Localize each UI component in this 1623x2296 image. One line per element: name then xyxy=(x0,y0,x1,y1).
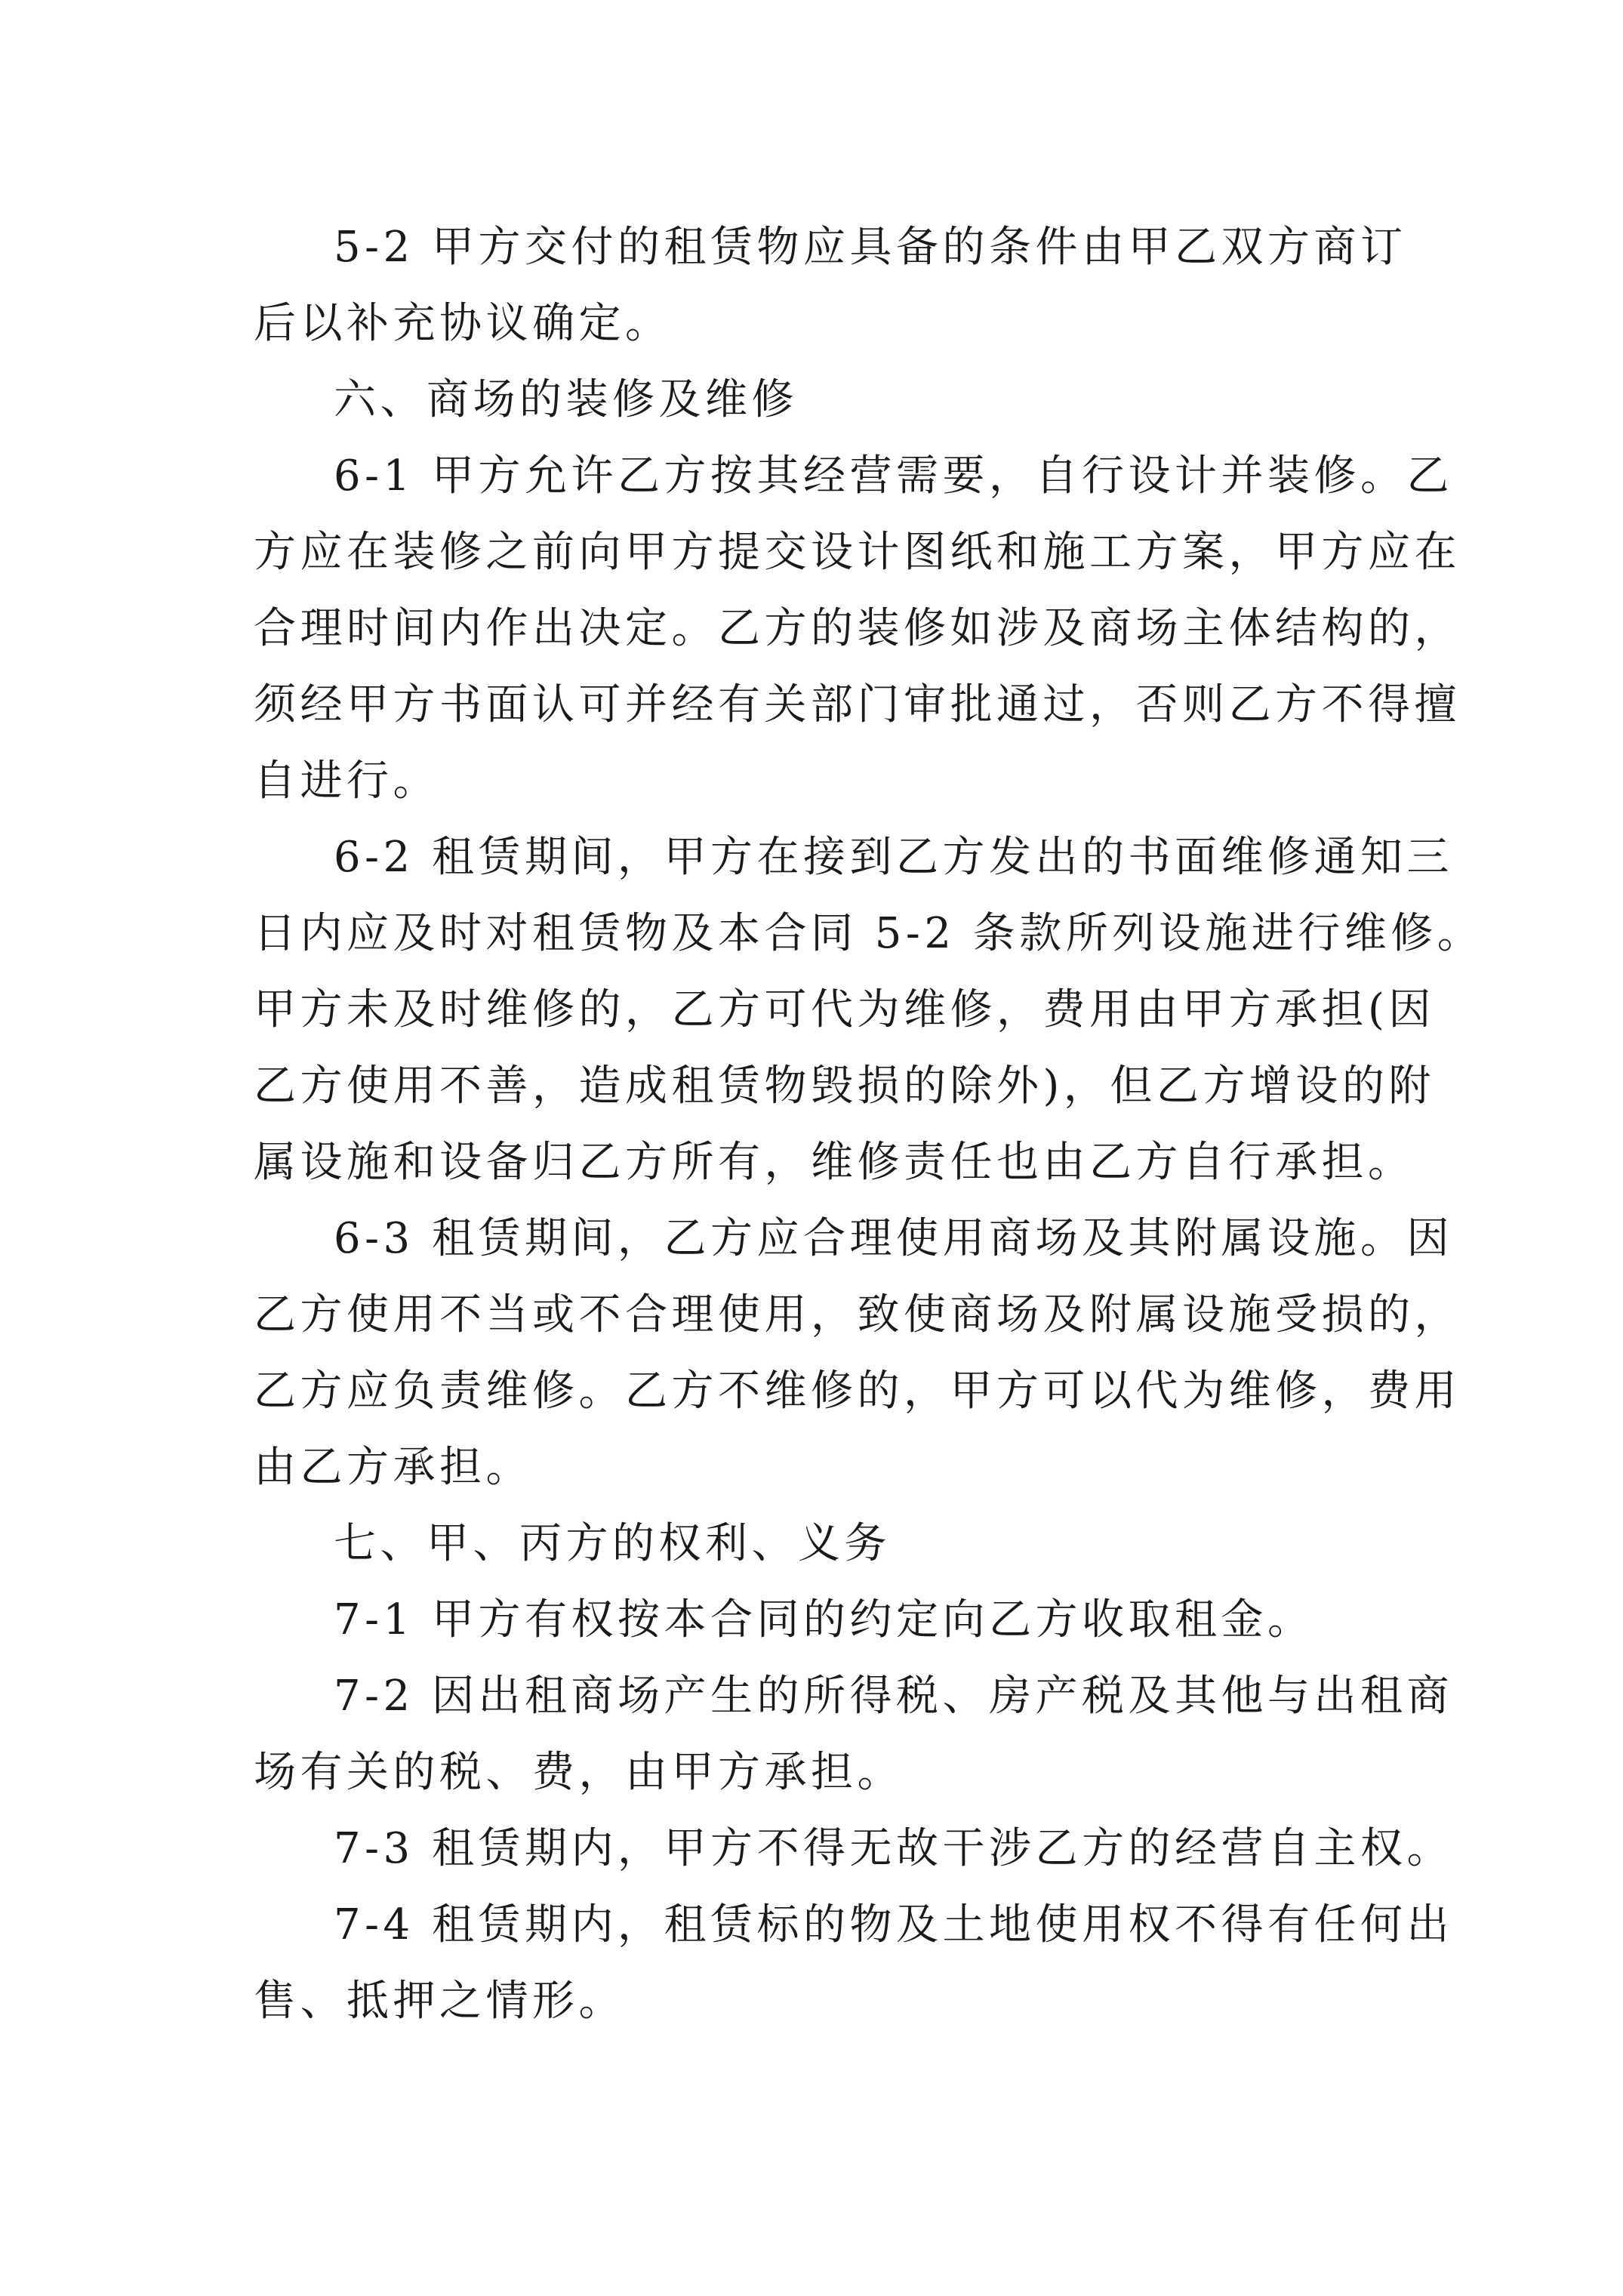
text-line: 合理时间内作出决定。乙方的装修如涉及商场主体结构的， xyxy=(254,604,1461,653)
section-heading: 六、商场的装修及维修 xyxy=(334,375,798,424)
text-line: 乙方使用不善，造成租赁物毁损的除外)，但乙方增设的附 xyxy=(254,1062,1435,1111)
text-line: 甲方未及时维修的，乙方可代为维修，费用由甲方承担(因 xyxy=(254,985,1435,1034)
text-line: 7-4 租赁期内，租赁标的物及土地使用权不得有任何出 xyxy=(334,1900,1453,1949)
text-line: 方应在装修之前向甲方提交设计图纸和施工方案，甲方应在 xyxy=(254,528,1461,577)
text-line: 7-1 甲方有权按本合同的约定向乙方收取租金。 xyxy=(334,1595,1314,1644)
text-line: 7-3 租赁期内，甲方不得无故干涉乙方的经营自主权。 xyxy=(334,1824,1453,1873)
text-line: 后以补充协议确定。 xyxy=(254,299,672,348)
text-line: 6-1 甲方允许乙方按其经营需要，自行设计并装修。乙 xyxy=(334,451,1453,501)
text-line: 由乙方承担。 xyxy=(254,1443,532,1492)
text-line: 5-2 甲方交付的租赁物应具备的条件由甲乙双方商订 xyxy=(334,223,1407,272)
text-line: 售、抵押之情形。 xyxy=(254,1977,625,2026)
text-line: 7-2 因出租商场产生的所得税、房产税及其他与出租商 xyxy=(334,1672,1453,1721)
text-line: 自进行。 xyxy=(254,757,439,806)
text-line: 日内应及时对租赁物及本合同 5-2 条款所列设施进行维修。 xyxy=(254,909,1484,958)
text-line: 属设施和设备归乙方所有，维修责任也由乙方自行承担。 xyxy=(254,1138,1415,1187)
text-line: 须经甲方书面认可并经有关部门审批通过，否则乙方不得擅 xyxy=(254,680,1461,729)
text-line: 6-2 租赁期间，甲方在接到乙方发出的书面维修通知三 xyxy=(334,833,1453,882)
text-line: 6-3 租赁期间，乙方应合理使用商场及其附属设施。因 xyxy=(334,1214,1453,1263)
text-line: 乙方使用不当或不合理使用，致使商场及附属设施受损的， xyxy=(254,1290,1461,1339)
text-line: 场有关的税、费，由甲方承担。 xyxy=(254,1748,904,1797)
text-line: 乙方应负责维修。乙方不维修的，甲方可以代为维修，费用 xyxy=(254,1367,1461,1416)
section-heading: 七、甲、丙方的权利、义务 xyxy=(334,1519,891,1568)
